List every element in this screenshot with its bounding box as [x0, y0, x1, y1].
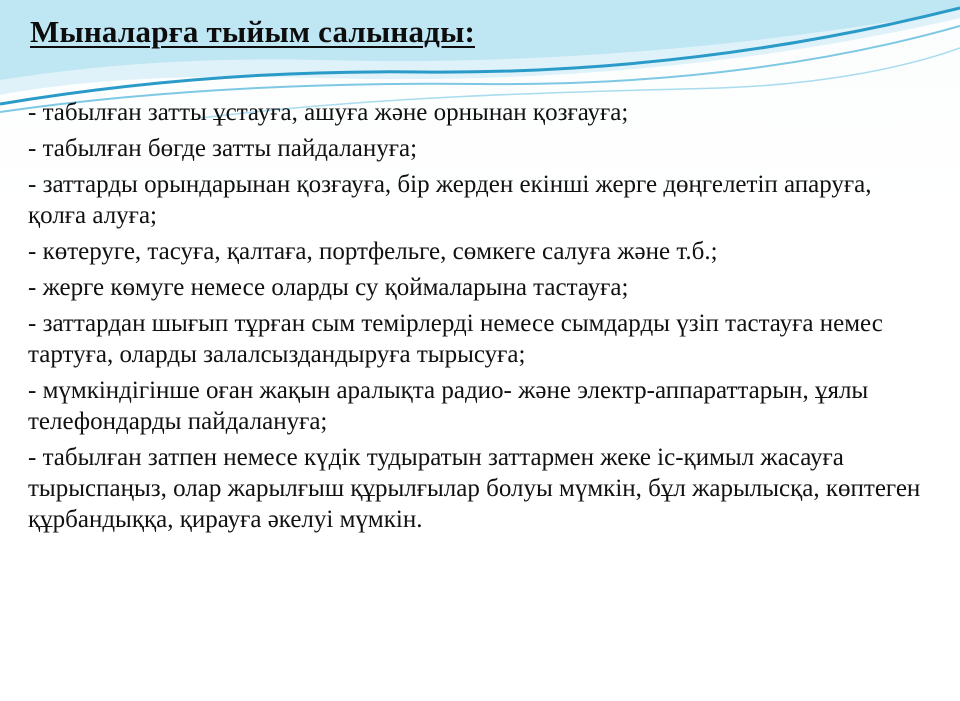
list-item: - табылған затты ұстауға, ашуға және орнынан қозғауға;	[28, 99, 629, 126]
list-item: - заттарды орындарынан қозғауға, бір жерден екінші жерге дөңгелетіп апаруға, қолға алуға;	[28, 171, 872, 229]
list-item: - мүмкіндігінше оған жақын аралықта радио- және электр-аппараттарын, ұялы телефондарды пайдалануға;	[28, 377, 869, 435]
list-item: - жерге көмуге немесе оларды су қоймаларына тастауға;	[28, 274, 629, 301]
list-item: - табылған затпен немесе күдік тудыратын заттармен жеке іс-қимыл жасауға тырыспаңыз, олар жарылғыш құрылғылар болуы мүмкін, бұл жарылысқа, көптеген құрбандыққа, қирауға әкелуі мүмкін.	[28, 444, 921, 533]
prohibited-actions-list	[28, 97, 928, 540]
list-item: - табылған бөгде затты пайдалануға;	[28, 135, 418, 162]
slide-title: Мыналарға тыйым салынады:	[30, 14, 475, 49]
list-item: - заттардан шығып тұрған сым темірлерді немесе сымдарды үзіп тастауға немес тартуға, оларды залалсыздандыруға тырысуға;	[28, 310, 883, 368]
list-item: - көтеруге, тасуға, қалтаға, портфельге, сөмкеге салуға және т.б.;	[28, 238, 718, 265]
